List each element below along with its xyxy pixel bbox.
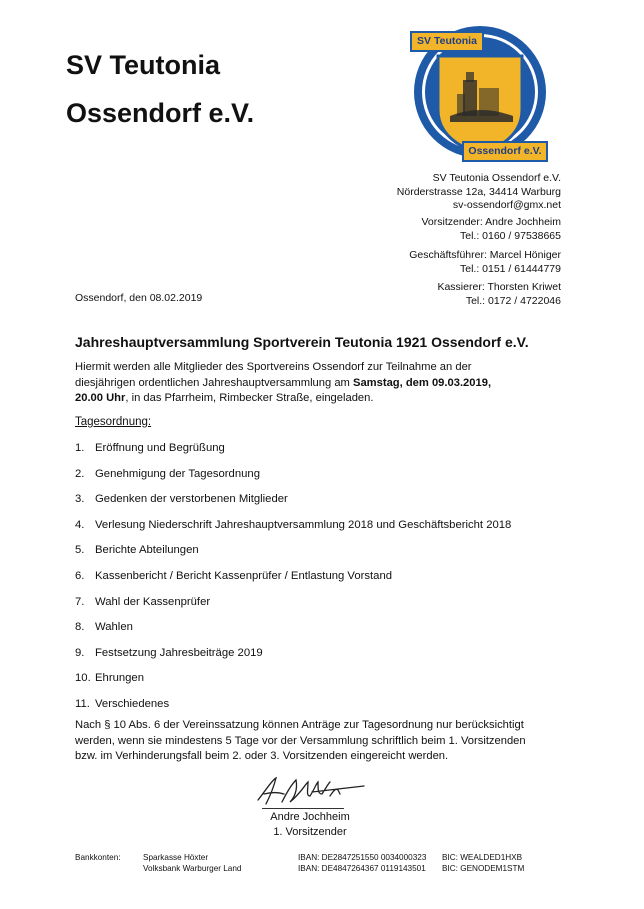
signature-block [250, 810, 370, 839]
closing-line-3: bzw. im Verhinderungsfall beim 2. oder 3. Vorsitzenden eingereicht werden. [75, 750, 449, 762]
footer-ibans [298, 853, 426, 875]
org-name: SV Teutonia Ossendorf e.V. [432, 172, 561, 184]
agenda-text: Verlesung Niederschrift Jahreshauptversammlung 2018 und Geschäftsbericht 2018 [95, 518, 512, 531]
contact-treasurer [437, 281, 561, 308]
agenda-number: 11. [75, 697, 90, 710]
agenda-text: Berichte Abteilungen [95, 544, 199, 557]
treasurer-tel: Tel.: 0172 / 4722046 [465, 294, 561, 307]
intro-line-3-text: , in das Pfarrheim, Rimbecker Straße, eingeladen. [125, 392, 374, 404]
agenda-item [75, 672, 511, 698]
agenda-item [75, 570, 511, 596]
logo-bottom-text: Ossendorf e.V. [468, 145, 542, 157]
agenda-item [75, 442, 511, 468]
manager-tel: Tel.: 0151 / 61444779 [459, 262, 561, 275]
agenda-item [75, 621, 511, 647]
agenda-number: 3. [75, 493, 85, 506]
signature-line [262, 808, 344, 809]
chair-tel: Tel.: 0160 / 97538665 [459, 229, 561, 242]
agenda-number: 9. [75, 646, 85, 659]
contact-chair [422, 216, 562, 243]
bank-2: Volksbank Warburger Land [143, 864, 242, 873]
club-title-line-1: SV Teutonia [66, 50, 221, 80]
bic-2: BIC: GENODEM1STM [442, 864, 525, 873]
street: Nörderstrasse 12a, 34414 Warburg [396, 185, 561, 198]
agenda-number: 7. [75, 595, 85, 608]
agenda-item [75, 596, 511, 622]
closing-paragraph [75, 718, 595, 765]
agenda-number: 8. [75, 621, 85, 634]
meeting-time: 20.00 Uhr [75, 392, 126, 404]
signatory-role: 1. Vorsitzender [273, 825, 347, 838]
chair-label: Vorsitzender: Andre Jochheim [421, 216, 561, 228]
club-title-line-2: Ossendorf e.V. [66, 98, 255, 128]
agenda-number: 4. [75, 518, 85, 531]
intro-line-2-text: diesjährigen ordentlichen Jahreshauptversammlung am [75, 376, 353, 389]
agenda-list [75, 442, 511, 724]
document-heading: Jahreshauptversammlung Sportverein Teutonia 1921 Ossendorf e.V. [75, 334, 529, 350]
agenda-item [75, 647, 511, 673]
agenda-text: Genehmigung der Tagesordnung [95, 467, 260, 480]
closing-line-2: werden, wenn sie mindestens 5 Tage vor der Versammlung schriftlich beim 1. Vorsitzenden [75, 734, 526, 747]
email: sv-ossendorf@gmx.net [452, 199, 561, 211]
bic-1: BIC: WEALDED1HXB [442, 853, 523, 862]
agenda-item [75, 544, 511, 570]
intro-line-2 [75, 376, 575, 392]
iban-1: IBAN: DE2847251550 0034000323 [298, 853, 427, 862]
agenda-text: Wahl der Kassenprüfer [95, 595, 211, 608]
agenda-text: Ehrungen [95, 672, 144, 685]
treasurer-label: Kassierer: Thorsten Kriwet [437, 281, 561, 293]
footer-bics [442, 853, 524, 875]
agenda-text: Kassenbericht / Bericht Kassenprüfer / Entlastung Vorstand [95, 569, 393, 582]
meeting-date: Samstag, dem 09.03.2019, [352, 376, 492, 389]
date-line: Ossendorf, den 08.02.2019 [75, 292, 203, 304]
agenda-number: 1. [75, 442, 85, 454]
agenda-number: 6. [75, 569, 85, 582]
agenda-item [75, 493, 511, 519]
footer-banks [143, 853, 241, 875]
intro-line-1: Hiermit werden alle Mitglieder des Sportvereins Ossendorf zur Teilnahme an der [75, 361, 472, 373]
agenda-number: 2. [75, 467, 85, 480]
intro-line-3 [75, 391, 575, 407]
agenda-text: Festsetzung Jahresbeiträge 2019 [95, 646, 263, 659]
manager-label: Geschäftsführer: Marcel Höniger [409, 249, 561, 261]
handwritten-signature [252, 772, 372, 808]
logo-top-text: SV Teutonia [417, 35, 477, 47]
signatory-name: Andre Jochheim [270, 811, 350, 823]
signature-icon [252, 772, 372, 808]
agenda-number: 5. [75, 544, 85, 557]
intro-paragraph [75, 360, 575, 407]
agenda-item [75, 468, 511, 494]
agenda-text: Gedenken der verstorbenen Mitglieder [95, 493, 288, 506]
bank-1: Sparkasse Höxter [143, 853, 209, 862]
agenda-text: Eröffnung und Begrüßung [95, 442, 225, 454]
footer-label: Bankkonten: [75, 853, 121, 862]
agenda-number: 10. [75, 672, 91, 685]
club-logo [405, 22, 555, 167]
agenda-text: Wahlen [95, 621, 133, 634]
agenda-item [75, 519, 511, 545]
closing-line-1: Nach § 10 Abs. 6 der Vereinssatzung können Anträge zur Tagesordnung nur berücksichtigt [75, 719, 524, 731]
iban-2: IBAN: DE4847264367 0119143501 [298, 864, 426, 873]
agenda-title: Tagesordnung: [75, 416, 152, 428]
agenda-text: Verschiedenes [95, 697, 170, 710]
contact-manager [409, 249, 561, 276]
contact-address [397, 172, 561, 213]
